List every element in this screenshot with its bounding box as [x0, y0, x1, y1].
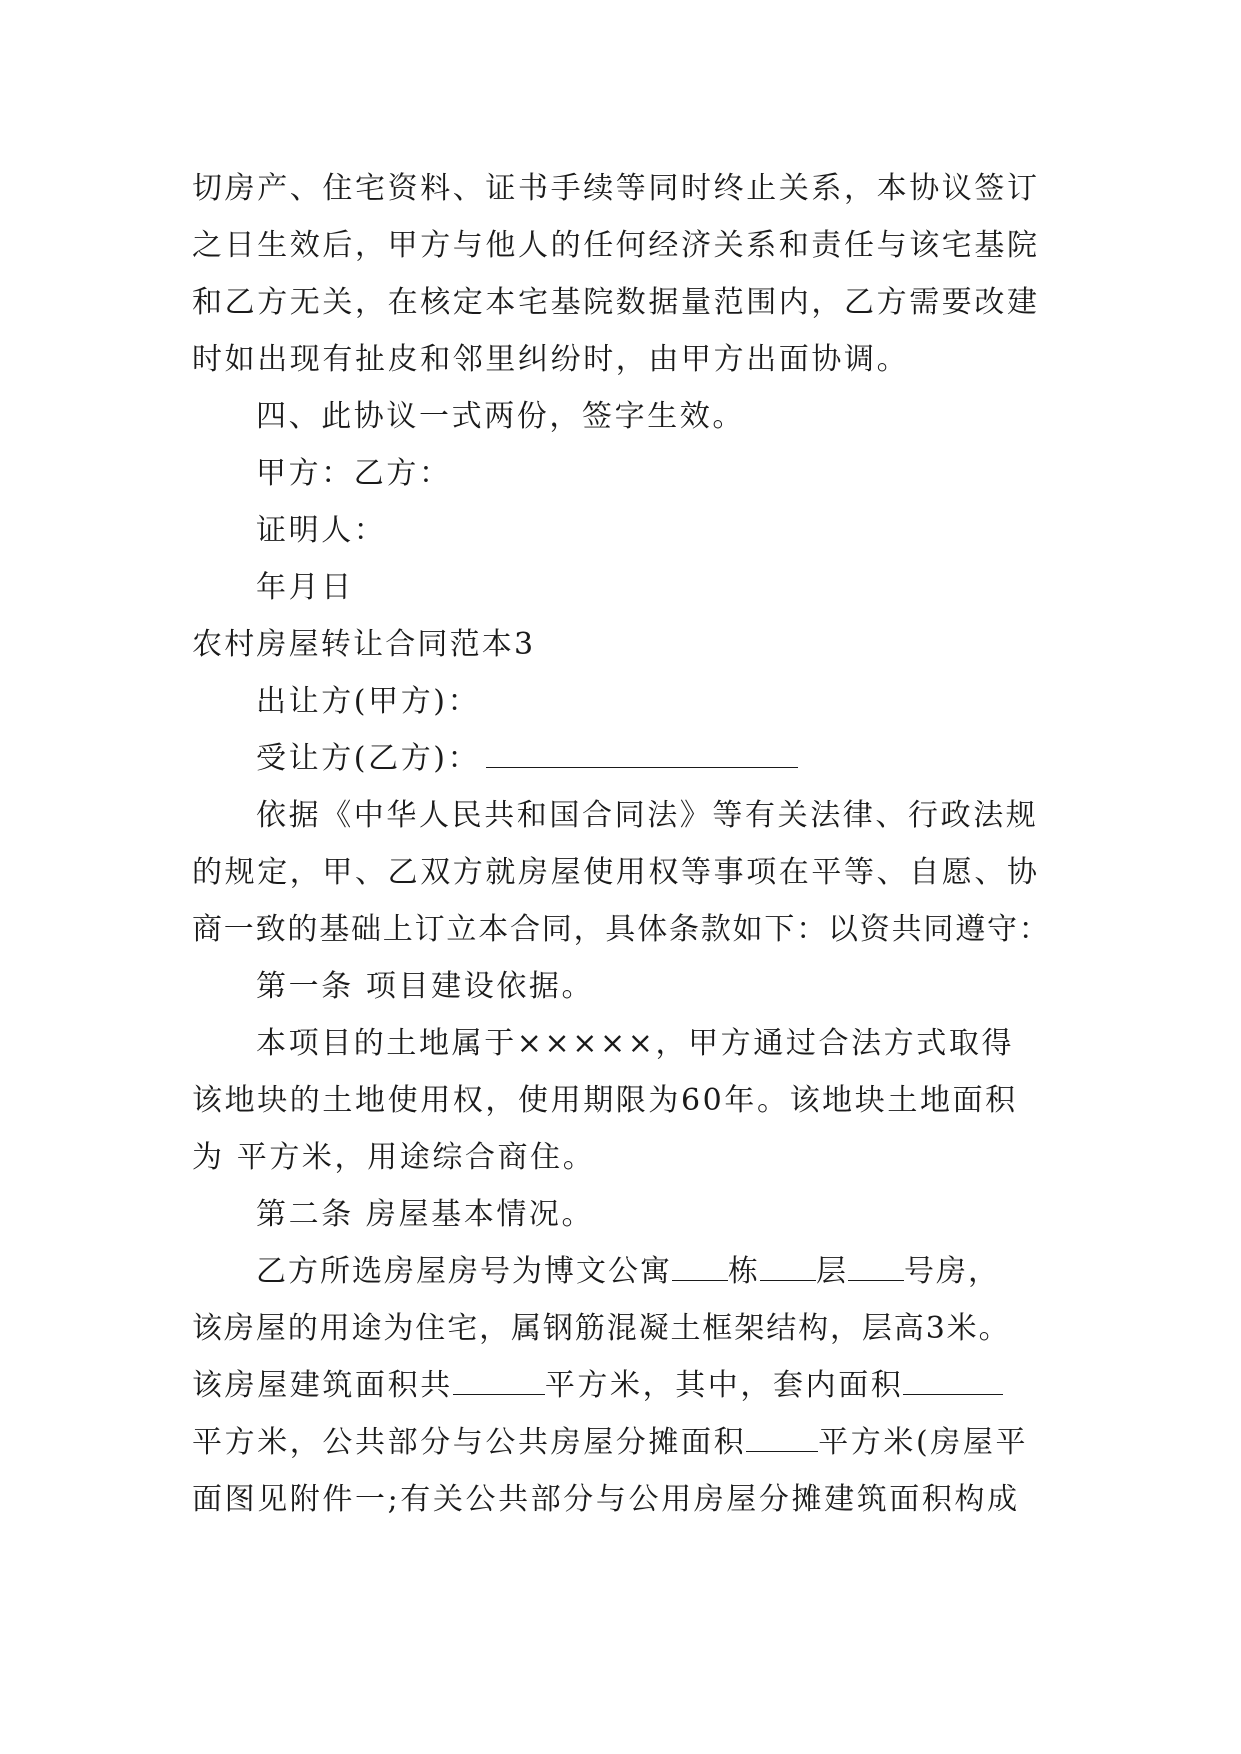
- shared-area-unit: 平方米(房屋平: [818, 1425, 1029, 1460]
- building-area-blank: [453, 1368, 545, 1395]
- paragraph-line: 该房屋的用途为住宅，属钢筋混凝土框架结构，层高3米。: [192, 1311, 1011, 1346]
- paragraph-line: 为 平方米，用途综合商住。: [192, 1140, 596, 1175]
- shared-area-blank: [746, 1425, 818, 1452]
- transferee-line: [192, 730, 1052, 787]
- transferee-label: 受让方(乙方)：: [256, 741, 481, 776]
- paragraph-line: 的规定，甲、乙双方就房屋使用权等事项在平等、自愿、协: [192, 855, 1040, 890]
- inner-area-label: 平方米，其中，套内面积: [544, 1368, 904, 1403]
- floor-unit: 层: [816, 1254, 848, 1289]
- building-blank: [672, 1254, 728, 1281]
- witness-line: 证明人：: [256, 513, 387, 548]
- room-blank: [848, 1254, 904, 1281]
- date-line: 年月日: [256, 570, 354, 605]
- area-line: [192, 1357, 1052, 1414]
- transferee-blank: [486, 741, 798, 768]
- document-page: [192, 160, 1052, 1528]
- article-one-heading: 第一条 项目建设依据。: [256, 969, 595, 1004]
- room-number-line: [192, 1243, 1052, 1300]
- building-unit: 栋: [728, 1254, 760, 1289]
- party-signature-line: 甲方：乙方：: [256, 456, 452, 491]
- paragraph-line: 依据《中华人民共和国合同法》等有关法律、行政法规: [256, 798, 1039, 833]
- paragraph-line: 切房产、住宅资料、证书手续等同时终止关系，本协议签订: [192, 171, 1040, 206]
- inner-area-blank: [903, 1368, 1003, 1395]
- shared-area-line: [192, 1414, 1052, 1471]
- paragraph-line: 之日生效后，甲方与他人的任何经济关系和责任与该宅基院: [192, 228, 1040, 263]
- paragraph-line: 该地块的土地使用权，使用期限为60年。该地块土地面积: [192, 1083, 1018, 1118]
- transferor-line: 出让方(甲方)：: [256, 684, 481, 719]
- paragraph-line: 时如出现有扯皮和邻里纠纷时，由甲方出面协调。: [192, 342, 910, 377]
- building-area-label: 该房屋建筑面积共: [192, 1368, 453, 1403]
- article-two-heading: 第二条 房屋基本情况。: [256, 1197, 595, 1232]
- shared-area-label: 平方米，公共部分与公共房屋分摊面积: [192, 1425, 747, 1460]
- paragraph-line: 本项目的土地属于×××××，甲方通过合法方式取得: [256, 1026, 1015, 1061]
- room-unit: 号房，: [904, 1254, 1000, 1289]
- paragraph-line: 商一致的基础上订立本合同，具体条款如下：以资共同遵守：: [192, 912, 1051, 947]
- section-title: 农村房屋转让合同范本3: [192, 627, 536, 662]
- paragraph-line: 面图见附件一;有关公共部分与公用房屋分摊建筑面积构成: [192, 1482, 1020, 1517]
- paragraph-line: 和乙方无关，在核定本宅基院数据量范围内，乙方需要改建: [192, 285, 1040, 320]
- clause-four: 四、此协议一式两份，签字生效。: [256, 399, 745, 434]
- floor-blank: [760, 1254, 816, 1281]
- room-number-label: 乙方所选房屋房号为博文公寓: [256, 1254, 672, 1289]
